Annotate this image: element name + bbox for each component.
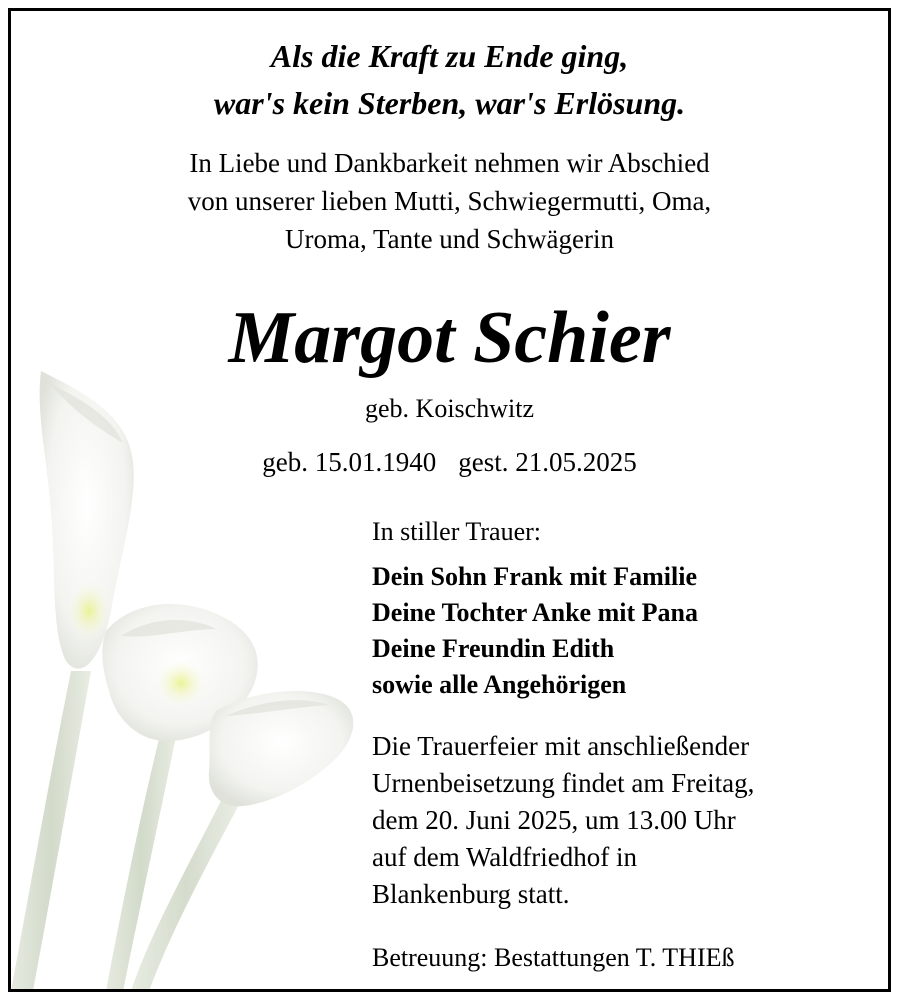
funeral-service-info (372, 728, 754, 913)
deceased-name: Margot Schier (228, 297, 671, 379)
maiden-name: geb. Koischwitz (365, 394, 534, 423)
service-line: Blankenburg statt. (372, 879, 570, 909)
service-line: dem 20. Juni 2025, um 13.00 Uhr (372, 805, 736, 835)
mourner: sowie alle Angehörigen (372, 670, 627, 699)
opening-quote (11, 33, 888, 127)
mourner: Dein Sohn Frank mit Familie (372, 562, 698, 591)
undertaker-credit: Betreuung: Bestattungen T. THIEß (372, 943, 735, 972)
mourners-list (372, 559, 698, 703)
service-line: Die Trauerfeier mit anschließender (372, 731, 750, 761)
farewell-line-1: In Liebe und Dankbarkeit nehmen wir Abschied (189, 148, 710, 178)
mourning-heading: In stiller Trauer: (372, 517, 541, 546)
birth-date: geb. 15.01.1940 (262, 447, 437, 477)
mourner: Deine Tochter Anke mit Pana (372, 598, 698, 627)
farewell-line-3: Uroma, Tante und Schwägerin (284, 224, 615, 254)
farewell-line-2: von unserer lieben Mutti, Schwiegermutti, Oma, (187, 186, 712, 216)
life-dates (11, 443, 888, 481)
quote-line-1: Als die Kraft zu Ende ging, (270, 38, 629, 74)
service-line: Urnenbeisetzung findet am Freitag, (372, 768, 755, 798)
farewell-text (11, 144, 888, 258)
death-date: gest. 21.05.2025 (458, 447, 637, 477)
service-line: auf dem Waldfriedhof in (372, 842, 637, 872)
obituary-notice (8, 8, 891, 992)
quote-line-2: war's kein Sterben, war's Erlösung. (213, 85, 686, 121)
mourner: Deine Freundin Edith (372, 634, 615, 663)
